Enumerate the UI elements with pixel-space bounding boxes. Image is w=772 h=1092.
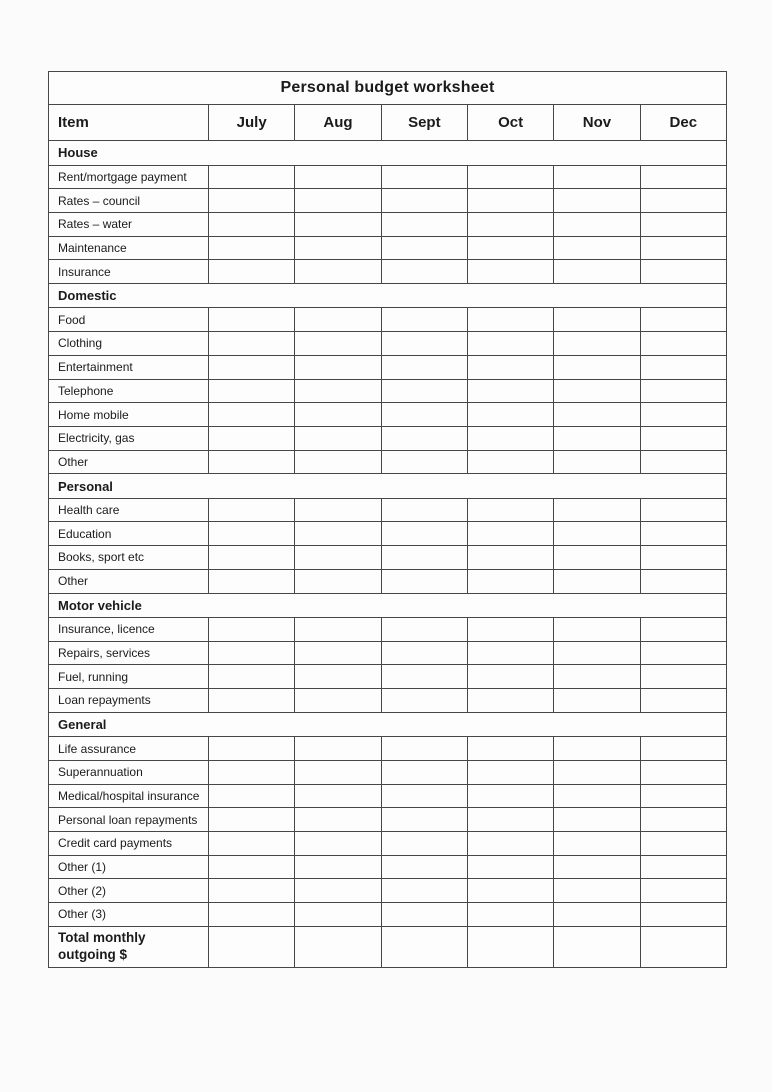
value-cell-july[interactable] [209, 737, 295, 761]
item-label-telephone: Telephone [49, 379, 209, 403]
value-cell-july[interactable] [209, 926, 295, 967]
value-cell-aug[interactable] [295, 308, 381, 332]
value-cell-sept[interactable] [381, 760, 467, 784]
value-cell-july[interactable] [209, 189, 295, 213]
value-cell-dec[interactable] [640, 498, 726, 522]
item-label-books-sport-etc: Books, sport etc [49, 546, 209, 570]
value-cell-aug[interactable] [295, 784, 381, 808]
value-cell-nov[interactable] [554, 618, 640, 642]
value-cell-july[interactable] [209, 260, 295, 284]
value-cell-july[interactable] [209, 569, 295, 593]
value-cell-aug[interactable] [295, 737, 381, 761]
value-cell-nov[interactable] [554, 784, 640, 808]
value-cell-july[interactable] [209, 498, 295, 522]
item-label-rates-water: Rates – water [49, 212, 209, 236]
item-label-education: Education [49, 522, 209, 546]
value-cell-july[interactable] [209, 760, 295, 784]
value-cell-dec[interactable] [640, 784, 726, 808]
value-cell-july[interactable] [209, 641, 295, 665]
item-label-electricity-gas: Electricity, gas [49, 426, 209, 450]
value-cell-oct[interactable] [467, 855, 553, 879]
section-row-personal [49, 474, 727, 499]
column-header-nov: Nov [554, 105, 640, 141]
value-cell-sept[interactable] [381, 426, 467, 450]
value-cell-dec[interactable] [640, 879, 726, 903]
value-cell-sept[interactable] [381, 641, 467, 665]
table-row [49, 618, 727, 642]
value-cell-sept[interactable] [381, 737, 467, 761]
value-cell-dec[interactable] [640, 260, 726, 284]
value-cell-nov[interactable] [554, 403, 640, 427]
item-label-clothing: Clothing [49, 332, 209, 356]
table-row [49, 189, 727, 213]
value-cell-sept[interactable] [381, 546, 467, 570]
budget-table [48, 71, 727, 968]
value-cell-sept[interactable] [381, 165, 467, 189]
value-cell-dec[interactable] [640, 737, 726, 761]
column-header-sept: Sept [381, 105, 467, 141]
value-cell-aug[interactable] [295, 903, 381, 927]
value-cell-dec[interactable] [640, 832, 726, 856]
value-cell-nov[interactable] [554, 260, 640, 284]
value-cell-oct[interactable] [467, 450, 553, 474]
section-header-general: General [49, 712, 727, 737]
value-cell-sept[interactable] [381, 450, 467, 474]
section-header-house: House [49, 141, 727, 166]
value-cell-dec[interactable] [640, 522, 726, 546]
section-row-general [49, 712, 727, 737]
table-row [49, 855, 727, 879]
table-row [49, 426, 727, 450]
value-cell-aug[interactable] [295, 212, 381, 236]
table-row [49, 379, 727, 403]
value-cell-nov[interactable] [554, 689, 640, 713]
value-cell-sept[interactable] [381, 355, 467, 379]
value-cell-july[interactable] [209, 165, 295, 189]
value-cell-july[interactable] [209, 426, 295, 450]
item-label-superannuation: Superannuation [49, 760, 209, 784]
value-cell-nov[interactable] [554, 665, 640, 689]
value-cell-aug[interactable] [295, 189, 381, 213]
table-row [49, 165, 727, 189]
value-cell-oct[interactable] [467, 189, 553, 213]
table-row [49, 737, 727, 761]
item-label-home-mobile: Home mobile [49, 403, 209, 427]
value-cell-oct[interactable] [467, 879, 553, 903]
value-cell-oct[interactable] [467, 165, 553, 189]
table-row [49, 212, 727, 236]
value-cell-july[interactable] [209, 355, 295, 379]
value-cell-aug[interactable] [295, 355, 381, 379]
value-cell-sept[interactable] [381, 832, 467, 856]
value-cell-july[interactable] [209, 879, 295, 903]
value-cell-nov[interactable] [554, 760, 640, 784]
value-cell-dec[interactable] [640, 332, 726, 356]
value-cell-sept[interactable] [381, 212, 467, 236]
title-row [49, 72, 727, 105]
value-cell-july[interactable] [209, 665, 295, 689]
value-cell-dec[interactable] [640, 569, 726, 593]
value-cell-dec[interactable] [640, 903, 726, 927]
item-label-rates-council: Rates – council [49, 189, 209, 213]
value-cell-nov[interactable] [554, 498, 640, 522]
value-cell-sept[interactable] [381, 522, 467, 546]
item-label-personal-loan-repayments: Personal loan repayments [49, 808, 209, 832]
value-cell-nov[interactable] [554, 426, 640, 450]
column-header-july: July [209, 105, 295, 141]
value-cell-oct[interactable] [467, 689, 553, 713]
value-cell-sept[interactable] [381, 903, 467, 927]
table-row [49, 403, 727, 427]
value-cell-july[interactable] [209, 308, 295, 332]
value-cell-aug[interactable] [295, 426, 381, 450]
item-label-other-2: Other (2) [49, 879, 209, 903]
value-cell-nov[interactable] [554, 855, 640, 879]
value-cell-july[interactable] [209, 379, 295, 403]
value-cell-july[interactable] [209, 450, 295, 474]
value-cell-dec[interactable] [640, 926, 726, 967]
value-cell-sept[interactable] [381, 260, 467, 284]
table-row [49, 260, 727, 284]
value-cell-dec[interactable] [640, 665, 726, 689]
value-cell-oct[interactable] [467, 498, 553, 522]
value-cell-dec[interactable] [640, 189, 726, 213]
value-cell-nov[interactable] [554, 737, 640, 761]
value-cell-aug[interactable] [295, 641, 381, 665]
value-cell-nov[interactable] [554, 832, 640, 856]
value-cell-dec[interactable] [640, 546, 726, 570]
value-cell-july[interactable] [209, 332, 295, 356]
value-cell-nov[interactable] [554, 236, 640, 260]
value-cell-sept[interactable] [381, 569, 467, 593]
value-cell-aug[interactable] [295, 546, 381, 570]
table-row [49, 355, 727, 379]
value-cell-dec[interactable] [640, 403, 726, 427]
value-cell-sept[interactable] [381, 308, 467, 332]
value-cell-aug[interactable] [295, 879, 381, 903]
value-cell-oct[interactable] [467, 260, 553, 284]
value-cell-dec[interactable] [640, 808, 726, 832]
value-cell-sept[interactable] [381, 618, 467, 642]
table-row [49, 569, 727, 593]
item-label-insurance: Insurance [49, 260, 209, 284]
value-cell-aug[interactable] [295, 332, 381, 356]
table-row [49, 832, 727, 856]
value-cell-aug[interactable] [295, 379, 381, 403]
table-row [49, 546, 727, 570]
table-row [49, 689, 727, 713]
table-row [49, 665, 727, 689]
item-label-other: Other [49, 450, 209, 474]
value-cell-dec[interactable] [640, 165, 726, 189]
item-label-other: Other [49, 569, 209, 593]
item-label-repairs-services: Repairs, services [49, 641, 209, 665]
value-cell-july[interactable] [209, 403, 295, 427]
item-label-insurance-licence: Insurance, licence [49, 618, 209, 642]
value-cell-aug[interactable] [295, 808, 381, 832]
table-row [49, 641, 727, 665]
value-cell-july[interactable] [209, 903, 295, 927]
value-cell-dec[interactable] [640, 236, 726, 260]
value-cell-dec[interactable] [640, 212, 726, 236]
value-cell-dec[interactable] [640, 426, 726, 450]
column-header-oct: Oct [467, 105, 553, 141]
value-cell-sept[interactable] [381, 665, 467, 689]
value-cell-july[interactable] [209, 522, 295, 546]
item-label-health-care: Health care [49, 498, 209, 522]
value-cell-nov[interactable] [554, 808, 640, 832]
section-header-motor-vehicle: Motor vehicle [49, 593, 727, 618]
value-cell-dec[interactable] [640, 618, 726, 642]
value-cell-nov[interactable] [554, 212, 640, 236]
value-cell-nov[interactable] [554, 308, 640, 332]
value-cell-aug[interactable] [295, 450, 381, 474]
item-label-fuel-running: Fuel, running [49, 665, 209, 689]
value-cell-oct[interactable] [467, 760, 553, 784]
column-header-item: Item [49, 105, 209, 141]
value-cell-nov[interactable] [554, 926, 640, 967]
column-header-dec: Dec [640, 105, 726, 141]
value-cell-aug[interactable] [295, 569, 381, 593]
value-cell-oct[interactable] [467, 784, 553, 808]
item-label-loan-repayments: Loan repayments [49, 689, 209, 713]
value-cell-july[interactable] [209, 618, 295, 642]
value-cell-dec[interactable] [640, 450, 726, 474]
value-cell-sept[interactable] [381, 784, 467, 808]
value-cell-sept[interactable] [381, 236, 467, 260]
item-label-maintenance: Maintenance [49, 236, 209, 260]
value-cell-july[interactable] [209, 808, 295, 832]
table-row [49, 498, 727, 522]
value-cell-aug[interactable] [295, 855, 381, 879]
value-cell-sept[interactable] [381, 855, 467, 879]
value-cell-oct[interactable] [467, 379, 553, 403]
value-cell-aug[interactable] [295, 522, 381, 546]
item-label-other-1: Other (1) [49, 855, 209, 879]
value-cell-nov[interactable] [554, 879, 640, 903]
value-cell-oct[interactable] [467, 737, 553, 761]
value-cell-nov[interactable] [554, 903, 640, 927]
value-cell-oct[interactable] [467, 403, 553, 427]
item-label-credit-card-payments: Credit card payments [49, 832, 209, 856]
value-cell-aug[interactable] [295, 760, 381, 784]
value-cell-aug[interactable] [295, 618, 381, 642]
value-cell-july[interactable] [209, 832, 295, 856]
value-cell-july[interactable] [209, 212, 295, 236]
value-cell-nov[interactable] [554, 189, 640, 213]
table-row [49, 784, 727, 808]
column-header-row [49, 105, 727, 141]
column-header-aug: Aug [295, 105, 381, 141]
item-label-medical-hospital-insurance: Medical/hospital insurance [49, 784, 209, 808]
table-row [49, 450, 727, 474]
value-cell-dec[interactable] [640, 689, 726, 713]
value-cell-sept[interactable] [381, 379, 467, 403]
value-cell-sept[interactable] [381, 189, 467, 213]
value-cell-aug[interactable] [295, 665, 381, 689]
value-cell-oct[interactable] [467, 832, 553, 856]
table-row [49, 760, 727, 784]
value-cell-aug[interactable] [295, 926, 381, 967]
value-cell-nov[interactable] [554, 546, 640, 570]
value-cell-sept[interactable] [381, 808, 467, 832]
value-cell-nov[interactable] [554, 641, 640, 665]
value-cell-oct[interactable] [467, 212, 553, 236]
section-header-domestic: Domestic [49, 283, 727, 308]
value-cell-sept[interactable] [381, 879, 467, 903]
value-cell-dec[interactable] [640, 641, 726, 665]
value-cell-july[interactable] [209, 855, 295, 879]
value-cell-oct[interactable] [467, 546, 553, 570]
value-cell-nov[interactable] [554, 379, 640, 403]
item-label-life-assurance: Life assurance [49, 737, 209, 761]
value-cell-july[interactable] [209, 689, 295, 713]
value-cell-dec[interactable] [640, 855, 726, 879]
value-cell-oct[interactable] [467, 808, 553, 832]
value-cell-aug[interactable] [295, 165, 381, 189]
item-label-rent-mortgage-payment: Rent/mortgage payment [49, 165, 209, 189]
value-cell-dec[interactable] [640, 760, 726, 784]
value-cell-nov[interactable] [554, 332, 640, 356]
value-cell-sept[interactable] [381, 926, 467, 967]
value-cell-oct[interactable] [467, 308, 553, 332]
section-row-house [49, 141, 727, 166]
value-cell-july[interactable] [209, 546, 295, 570]
value-cell-sept[interactable] [381, 498, 467, 522]
value-cell-oct[interactable] [467, 522, 553, 546]
value-cell-aug[interactable] [295, 832, 381, 856]
value-cell-oct[interactable] [467, 332, 553, 356]
value-cell-oct[interactable] [467, 426, 553, 450]
table-row [49, 522, 727, 546]
value-cell-nov[interactable] [554, 569, 640, 593]
value-cell-oct[interactable] [467, 236, 553, 260]
value-cell-dec[interactable] [640, 379, 726, 403]
value-cell-nov[interactable] [554, 165, 640, 189]
value-cell-dec[interactable] [640, 355, 726, 379]
value-cell-oct[interactable] [467, 641, 553, 665]
value-cell-july[interactable] [209, 236, 295, 260]
table-row [49, 879, 727, 903]
value-cell-sept[interactable] [381, 689, 467, 713]
value-cell-aug[interactable] [295, 260, 381, 284]
table-row [49, 808, 727, 832]
value-cell-oct[interactable] [467, 569, 553, 593]
value-cell-aug[interactable] [295, 689, 381, 713]
table-row [49, 903, 727, 927]
section-row-domestic [49, 283, 727, 308]
table-row [49, 308, 727, 332]
value-cell-dec[interactable] [640, 308, 726, 332]
value-cell-aug[interactable] [295, 498, 381, 522]
worksheet-title: Personal budget worksheet [49, 72, 727, 105]
value-cell-oct[interactable] [467, 618, 553, 642]
value-cell-sept[interactable] [381, 403, 467, 427]
total-label: Total monthly outgoing $ [49, 926, 209, 967]
value-cell-oct[interactable] [467, 355, 553, 379]
value-cell-aug[interactable] [295, 403, 381, 427]
item-label-other-3: Other (3) [49, 903, 209, 927]
section-header-personal: Personal [49, 474, 727, 499]
value-cell-nov[interactable] [554, 450, 640, 474]
total-row [49, 926, 727, 967]
value-cell-aug[interactable] [295, 236, 381, 260]
value-cell-july[interactable] [209, 784, 295, 808]
value-cell-oct[interactable] [467, 903, 553, 927]
table-row [49, 236, 727, 260]
section-row-motor-vehicle [49, 593, 727, 618]
value-cell-sept[interactable] [381, 332, 467, 356]
value-cell-oct[interactable] [467, 926, 553, 967]
value-cell-nov[interactable] [554, 522, 640, 546]
item-label-entertainment: Entertainment [49, 355, 209, 379]
table-row [49, 332, 727, 356]
value-cell-nov[interactable] [554, 355, 640, 379]
item-label-food: Food [49, 308, 209, 332]
value-cell-oct[interactable] [467, 665, 553, 689]
